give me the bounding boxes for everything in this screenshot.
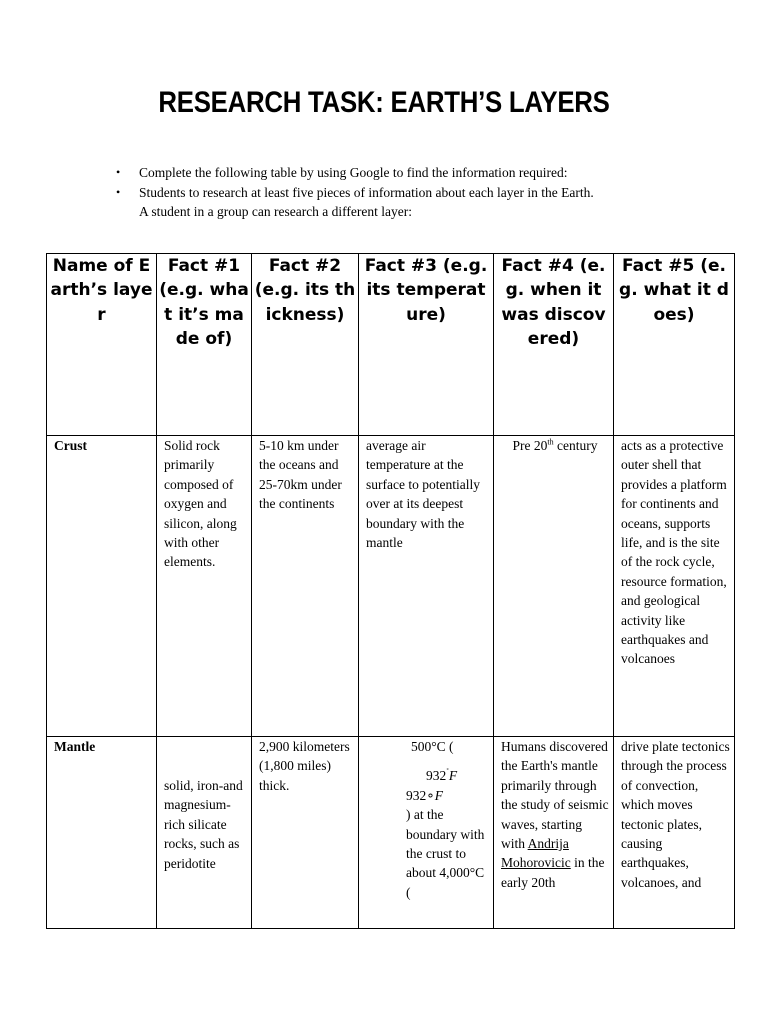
instruction-text: Complete the following table by using Google to find the information required: xyxy=(139,165,568,180)
instructions-list xyxy=(114,163,714,222)
page-title: RESEARCH TASK: EARTH’S LAYERS xyxy=(158,86,610,119)
mantle-fact2: 2,900 kilometers (1,800 miles) thick. xyxy=(252,737,359,929)
layer-name-crust: Crust xyxy=(47,436,157,737)
layer-name-mantle: Mantle xyxy=(47,737,157,929)
crust-fact5: acts as a protective outer shell that provides a platform for continents and oceans, supports life, and is the site of the rock cycle, resource formation, and geological activity like earthquakes and volcanoes xyxy=(614,436,735,737)
mantle-fact3-cell xyxy=(359,737,494,929)
earth-layers-table xyxy=(46,253,735,929)
mantle-fact3-f: F xyxy=(448,768,458,784)
mantle-fact3-line3-num: 932∘ xyxy=(406,787,435,803)
header-layer-name: Name of Earth’s layer xyxy=(47,254,157,436)
instruction-continuation: A student in a group can research a different layer: xyxy=(139,204,413,219)
header-fact3: Fact #3 (e.g. its temperature) xyxy=(359,254,494,436)
mantle-fact3 xyxy=(366,737,489,902)
instruction-item xyxy=(114,163,714,183)
header-fact2: Fact #2 (e.g. its thickness) xyxy=(252,254,359,436)
crust-fact4-pre: Pre 20 xyxy=(512,438,548,453)
crust-fact4-sup: th xyxy=(547,437,554,447)
mantle-fact4 xyxy=(494,737,614,929)
mantle-fact3-line3-f: F xyxy=(434,787,443,803)
mantle-fact3-formula1 xyxy=(406,766,489,785)
mantle-fact3-formula2 xyxy=(406,786,489,805)
table-row xyxy=(47,737,735,929)
crust-fact2: 5-10 km under the oceans and 25-70km under the continents xyxy=(252,436,359,737)
instruction-text: Students to research at least five pieces of information about each layer in the Earth. xyxy=(139,184,594,200)
header-fact5: Fact #5 (e.g. what it does) xyxy=(614,254,735,436)
mantle-fact4-pre: Humans discovered the Earth's mantle primarily through the study of seismic waves, starting with xyxy=(501,739,609,852)
bullet-icon: • xyxy=(116,184,121,199)
crust-fact3: average air temperature at the surface to potentially over at its deepest boundary with the mantle xyxy=(359,436,494,737)
header-fact1: Fact #1 (e.g. what it’s made of) xyxy=(157,254,252,436)
table-header-row xyxy=(47,254,735,436)
crust-fact4-post: century xyxy=(553,438,598,453)
mantle-fact3-rest: ) at the boundary with the crust to about 4,000°C ( xyxy=(406,807,485,900)
table-row xyxy=(47,436,735,737)
mantle-fact3-num: 932 xyxy=(426,768,447,784)
mantle-fact4-post: in the early 20th xyxy=(501,855,605,890)
mantle-fact5: drive plate tectonics through the process of convection, which moves tectonic plates, causing earthquakes, volcanoes, and xyxy=(614,737,735,929)
header-fact4: Fact #4 (e.g. when it was discovered) xyxy=(494,254,614,436)
mantle-fact3-deg: ˚ xyxy=(446,767,449,777)
mantle-fact3-line1: 500°C ( xyxy=(411,739,454,754)
mohorovicic-link[interactable]: Andrija Mohorovicic xyxy=(501,836,571,871)
mantle-fact1-cell xyxy=(157,737,252,929)
bullet-icon: • xyxy=(116,165,121,179)
crust-fact4 xyxy=(494,436,614,737)
crust-fact1: Solid rock primarily composed of oxygen and silicon, along with other elements. xyxy=(157,436,252,737)
instruction-item xyxy=(114,183,714,203)
mantle-fact1: solid, iron-and magnesium-rich silicate rocks, such as peridotite xyxy=(164,778,243,871)
